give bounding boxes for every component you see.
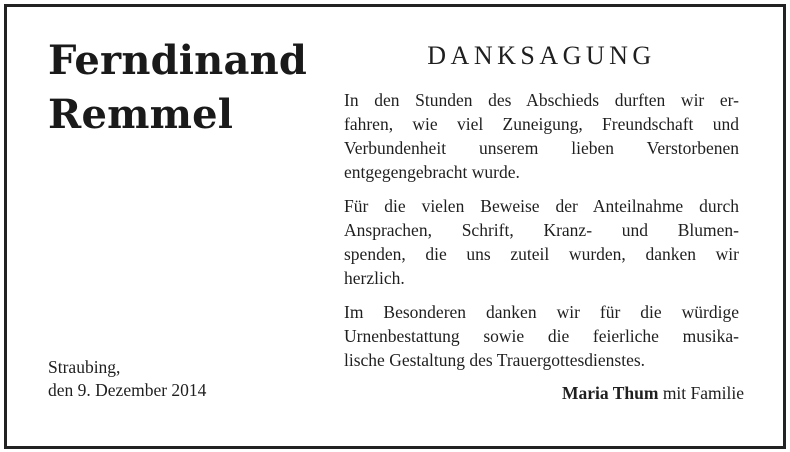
paragraph-line: entgegengebracht wurde. xyxy=(344,162,520,182)
deceased-name-block xyxy=(48,34,318,142)
notice-title: DANKSAGUNG xyxy=(427,41,656,70)
paragraph-2 xyxy=(344,194,739,290)
signature-name: Maria Thum xyxy=(562,383,659,403)
paragraph-line: In den Stunden des Abschieds durften wir er- xyxy=(344,90,739,110)
paragraph-3 xyxy=(344,300,739,372)
paragraph-line: Verbundenheit unserem lieben Verstorbenen xyxy=(344,138,739,158)
paragraph-1 xyxy=(344,88,739,184)
deceased-first-name: Ferndinand xyxy=(48,37,308,84)
paragraph-line: Urnenbestattung sowie die feierliche musika- xyxy=(344,326,739,346)
deceased-last-name: Remmel xyxy=(48,91,234,138)
place-and-date xyxy=(48,356,206,402)
signature-suffix: mit Familie xyxy=(658,383,744,403)
notice-body xyxy=(344,36,739,382)
paragraph-line: lische Gestaltung des Trauergottesdienstes. xyxy=(344,350,646,370)
paragraph-line: Im Besonderen danken wir für die würdige xyxy=(344,302,739,322)
signature xyxy=(562,382,744,405)
paragraph-line: Ansprachen, Schrift, Kranz- und Blumen- xyxy=(344,220,739,240)
place: Straubing, xyxy=(48,357,121,377)
paragraph-line: fahren, wie viel Zuneigung, Freundschaft und xyxy=(344,114,739,134)
paragraph-line: herzlich. xyxy=(344,268,405,288)
date: den 9. Dezember 2014 xyxy=(48,380,207,400)
paragraph-line: Für die vielen Beweise der Anteilnahme durch xyxy=(344,196,739,216)
paragraph-line: spenden, die uns zuteil wurden, danken wir xyxy=(344,244,739,264)
